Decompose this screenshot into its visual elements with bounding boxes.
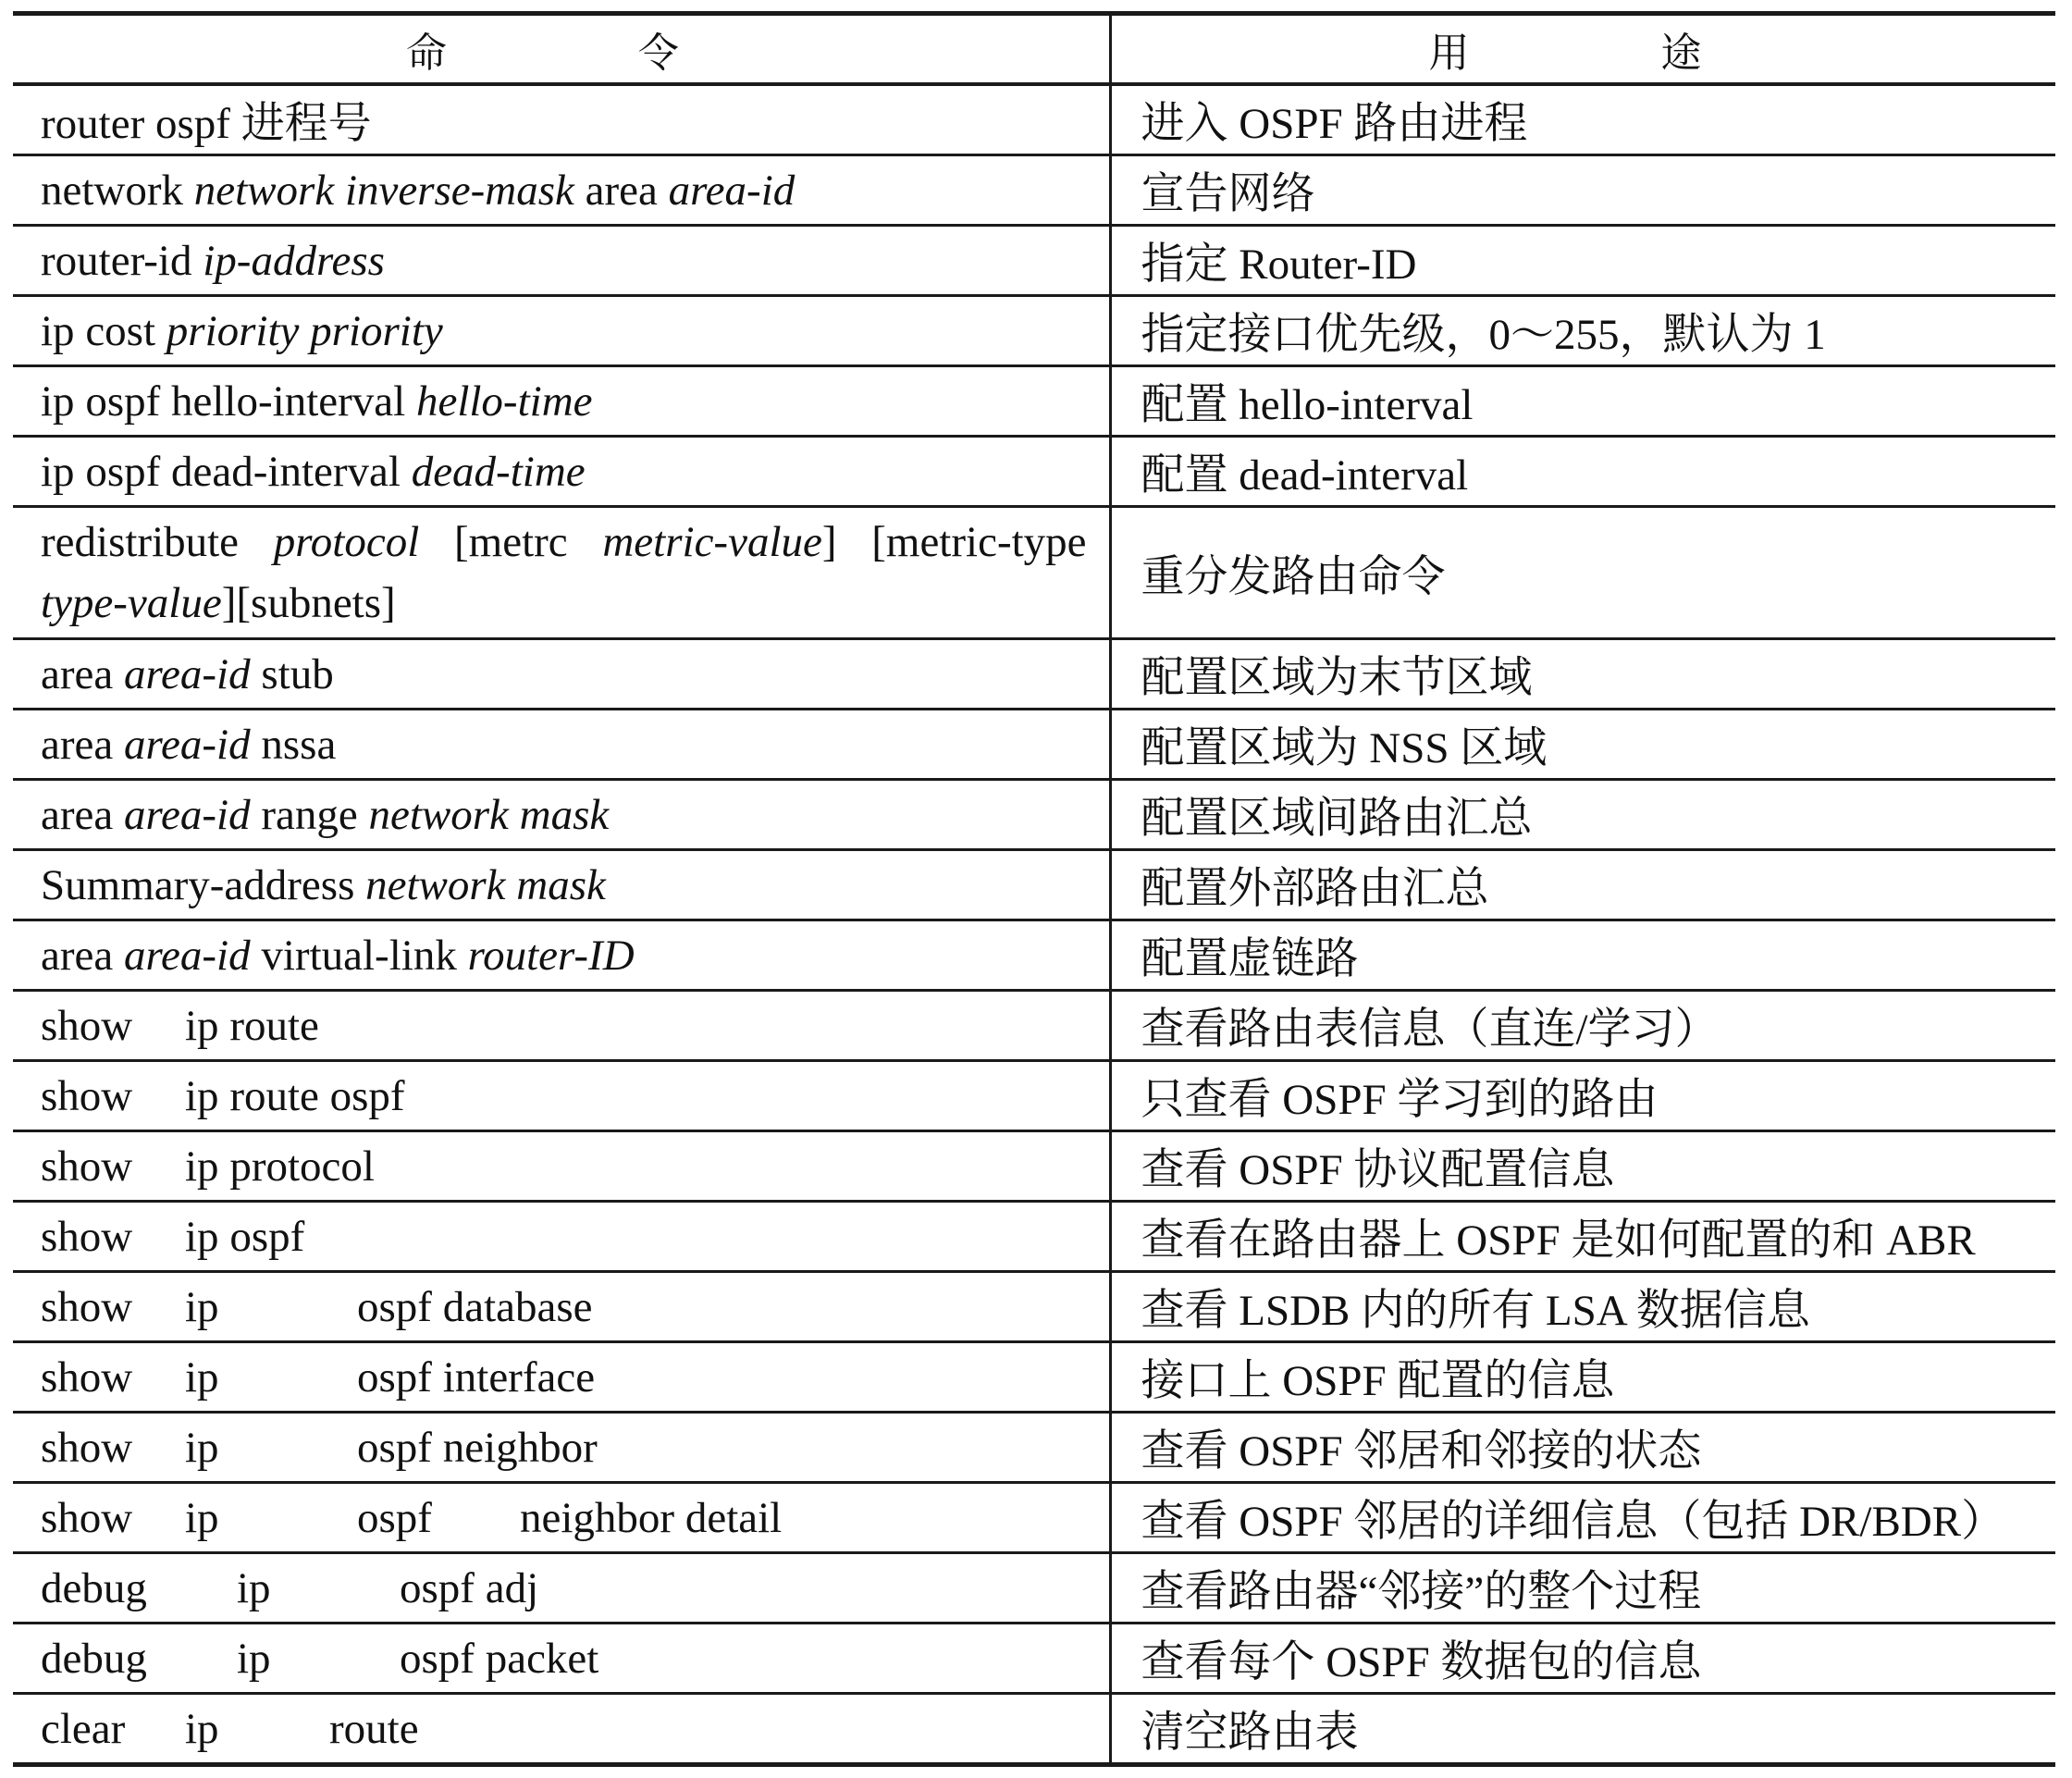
command-word: ospf (357, 1493, 432, 1542)
usage-cell: 配置区域为 NSS 区域 (1110, 710, 2055, 780)
usage-cell: 配置 dead-interval (1110, 437, 2055, 507)
command-word: show (41, 1423, 133, 1472)
command-word: ospf (400, 1634, 475, 1683)
usage-cell: 进入 OSPF 路由进程 (1110, 84, 2055, 155)
command-word: route (329, 1704, 419, 1753)
command-word: show (41, 1352, 133, 1401)
command-cell (13, 991, 1110, 1061)
command-cell: area area-id stub (13, 639, 1110, 710)
table-row (13, 1131, 2055, 1202)
table-row (13, 1694, 2055, 1765)
command-word: route (229, 1001, 319, 1050)
table-row (13, 639, 2055, 710)
command-cell: area area-id nssa (13, 710, 1110, 780)
usage-cell: 重分发路由命令 (1110, 507, 2055, 639)
usage-cell: 接口上 OSPF 配置的信息 (1110, 1342, 2055, 1413)
usage-cell: 配置外部路由汇总 (1110, 850, 2055, 920)
command-word: ip (185, 1352, 219, 1401)
usage-cell: 配置区域间路由汇总 (1110, 780, 2055, 850)
command-word: debug (41, 1563, 147, 1612)
header-command: 命 令 (13, 14, 1110, 85)
command-cell (13, 1342, 1110, 1413)
command-word: ospf (357, 1423, 432, 1472)
command-cell: router ospf 进程号 (13, 84, 1110, 155)
command-table (13, 11, 2055, 1767)
command-word: protocol (229, 1142, 375, 1191)
command-word: database (442, 1282, 593, 1331)
table-row (13, 1342, 2055, 1413)
header-row (13, 14, 2055, 85)
command-word: neighbor (520, 1493, 675, 1542)
usage-cell: 查看 OSPF 邻居和邻接的状态 (1110, 1413, 2055, 1483)
command-cell: ip ospf hello-interval hello-time (13, 366, 1110, 437)
command-word: packet (485, 1634, 599, 1683)
command-word: ip (185, 1001, 219, 1050)
command-cell (13, 1624, 1110, 1694)
command-cell (13, 1272, 1110, 1342)
command-word: ip (185, 1282, 219, 1331)
usage-cell: 查看路由器“邻接”的整个过程 (1110, 1553, 2055, 1624)
command-word: ospf (400, 1563, 475, 1612)
table-row (13, 437, 2055, 507)
command-cell (13, 1694, 1110, 1765)
table-row (13, 850, 2055, 920)
command-word: ip (237, 1563, 271, 1612)
command-word: adj (485, 1563, 539, 1612)
command-cell: router-id ip-address (13, 226, 1110, 296)
usage-cell: 宣告网络 (1110, 155, 2055, 226)
command-cell (13, 1413, 1110, 1483)
command-word: ip (185, 1423, 219, 1472)
command-cell: area area-id range network mask (13, 780, 1110, 850)
header-usage: 用 途 (1110, 14, 2055, 85)
command-word: route (229, 1071, 319, 1120)
table-row (13, 780, 2055, 850)
command-word: ip (185, 1071, 219, 1120)
command-word: clear (41, 1704, 126, 1753)
usage-cell: 查看在路由器上 OSPF 是如何配置的和 ABR (1110, 1202, 2055, 1272)
command-word: neighbor (442, 1423, 598, 1472)
table-row (13, 920, 2055, 991)
table-row (13, 226, 2055, 296)
table-row (13, 84, 2055, 155)
command-word: ip (185, 1493, 219, 1542)
table-row (13, 1413, 2055, 1483)
usage-cell: 查看 OSPF 协议配置信息 (1110, 1131, 2055, 1202)
command-word: ip (185, 1212, 219, 1261)
command-word: show (41, 1001, 133, 1050)
command-cell: ip cost priority priority (13, 296, 1110, 366)
command-word: interface (442, 1352, 596, 1401)
command-word: show (41, 1282, 133, 1331)
command-cell (13, 1553, 1110, 1624)
command-word: ospf (357, 1282, 432, 1331)
command-word: show (41, 1142, 133, 1191)
table-row (13, 991, 2055, 1061)
usage-cell: 配置虚链路 (1110, 920, 2055, 991)
command-cell (13, 1483, 1110, 1553)
table-row (13, 296, 2055, 366)
command-word: ip (237, 1634, 271, 1683)
usage-cell: 只查看 OSPF 学习到的路由 (1110, 1061, 2055, 1131)
command-cell: Summary-address network mask (13, 850, 1110, 920)
table-row (13, 1553, 2055, 1624)
table-row (13, 1202, 2055, 1272)
command-word: ip (185, 1704, 219, 1753)
command-word: show (41, 1493, 133, 1542)
usage-cell: 查看 LSDB 内的所有 LSA 数据信息 (1110, 1272, 2055, 1342)
command-cell: area area-id virtual-link router-ID (13, 920, 1110, 991)
command-word: show (41, 1071, 133, 1120)
table-row (13, 507, 2055, 639)
table-row (13, 1272, 2055, 1342)
command-word: ospf (357, 1352, 432, 1401)
usage-cell: 查看每个 OSPF 数据包的信息 (1110, 1624, 2055, 1694)
usage-cell: 查看 OSPF 邻居的详细信息（包括 DR/BDR） (1110, 1483, 2055, 1553)
command-word: ospf (229, 1212, 305, 1261)
usage-cell: 配置区域为末节区域 (1110, 639, 2055, 710)
usage-cell: 清空路由表 (1110, 1694, 2055, 1765)
usage-cell: 指定 Router-ID (1110, 226, 2055, 296)
usage-cell: 查看路由表信息（直连/学习） (1110, 991, 2055, 1061)
table-row (13, 1483, 2055, 1553)
command-word: show (41, 1212, 133, 1261)
command-word: debug (41, 1634, 147, 1683)
table-row (13, 1624, 2055, 1694)
usage-cell: 配置 hello-interval (1110, 366, 2055, 437)
command-cell (13, 1131, 1110, 1202)
command-cell: network network inverse-mask area area-id (13, 155, 1110, 226)
table-row (13, 710, 2055, 780)
command-word: ip (185, 1142, 219, 1191)
table-row (13, 155, 2055, 226)
table-row (13, 1061, 2055, 1131)
command-cell (13, 1202, 1110, 1272)
command-word: detail (684, 1493, 783, 1542)
command-word: ospf (329, 1071, 405, 1120)
command-cell: ip ospf dead-interval dead-time (13, 437, 1110, 507)
command-cell (13, 1061, 1110, 1131)
usage-cell: 指定接口优先级，0～255，默认为 1 (1110, 296, 2055, 366)
command-cell: redistribute protocol [metrc metric-value] [metric-type type-value][subnets] (13, 507, 1110, 639)
table-row (13, 366, 2055, 437)
